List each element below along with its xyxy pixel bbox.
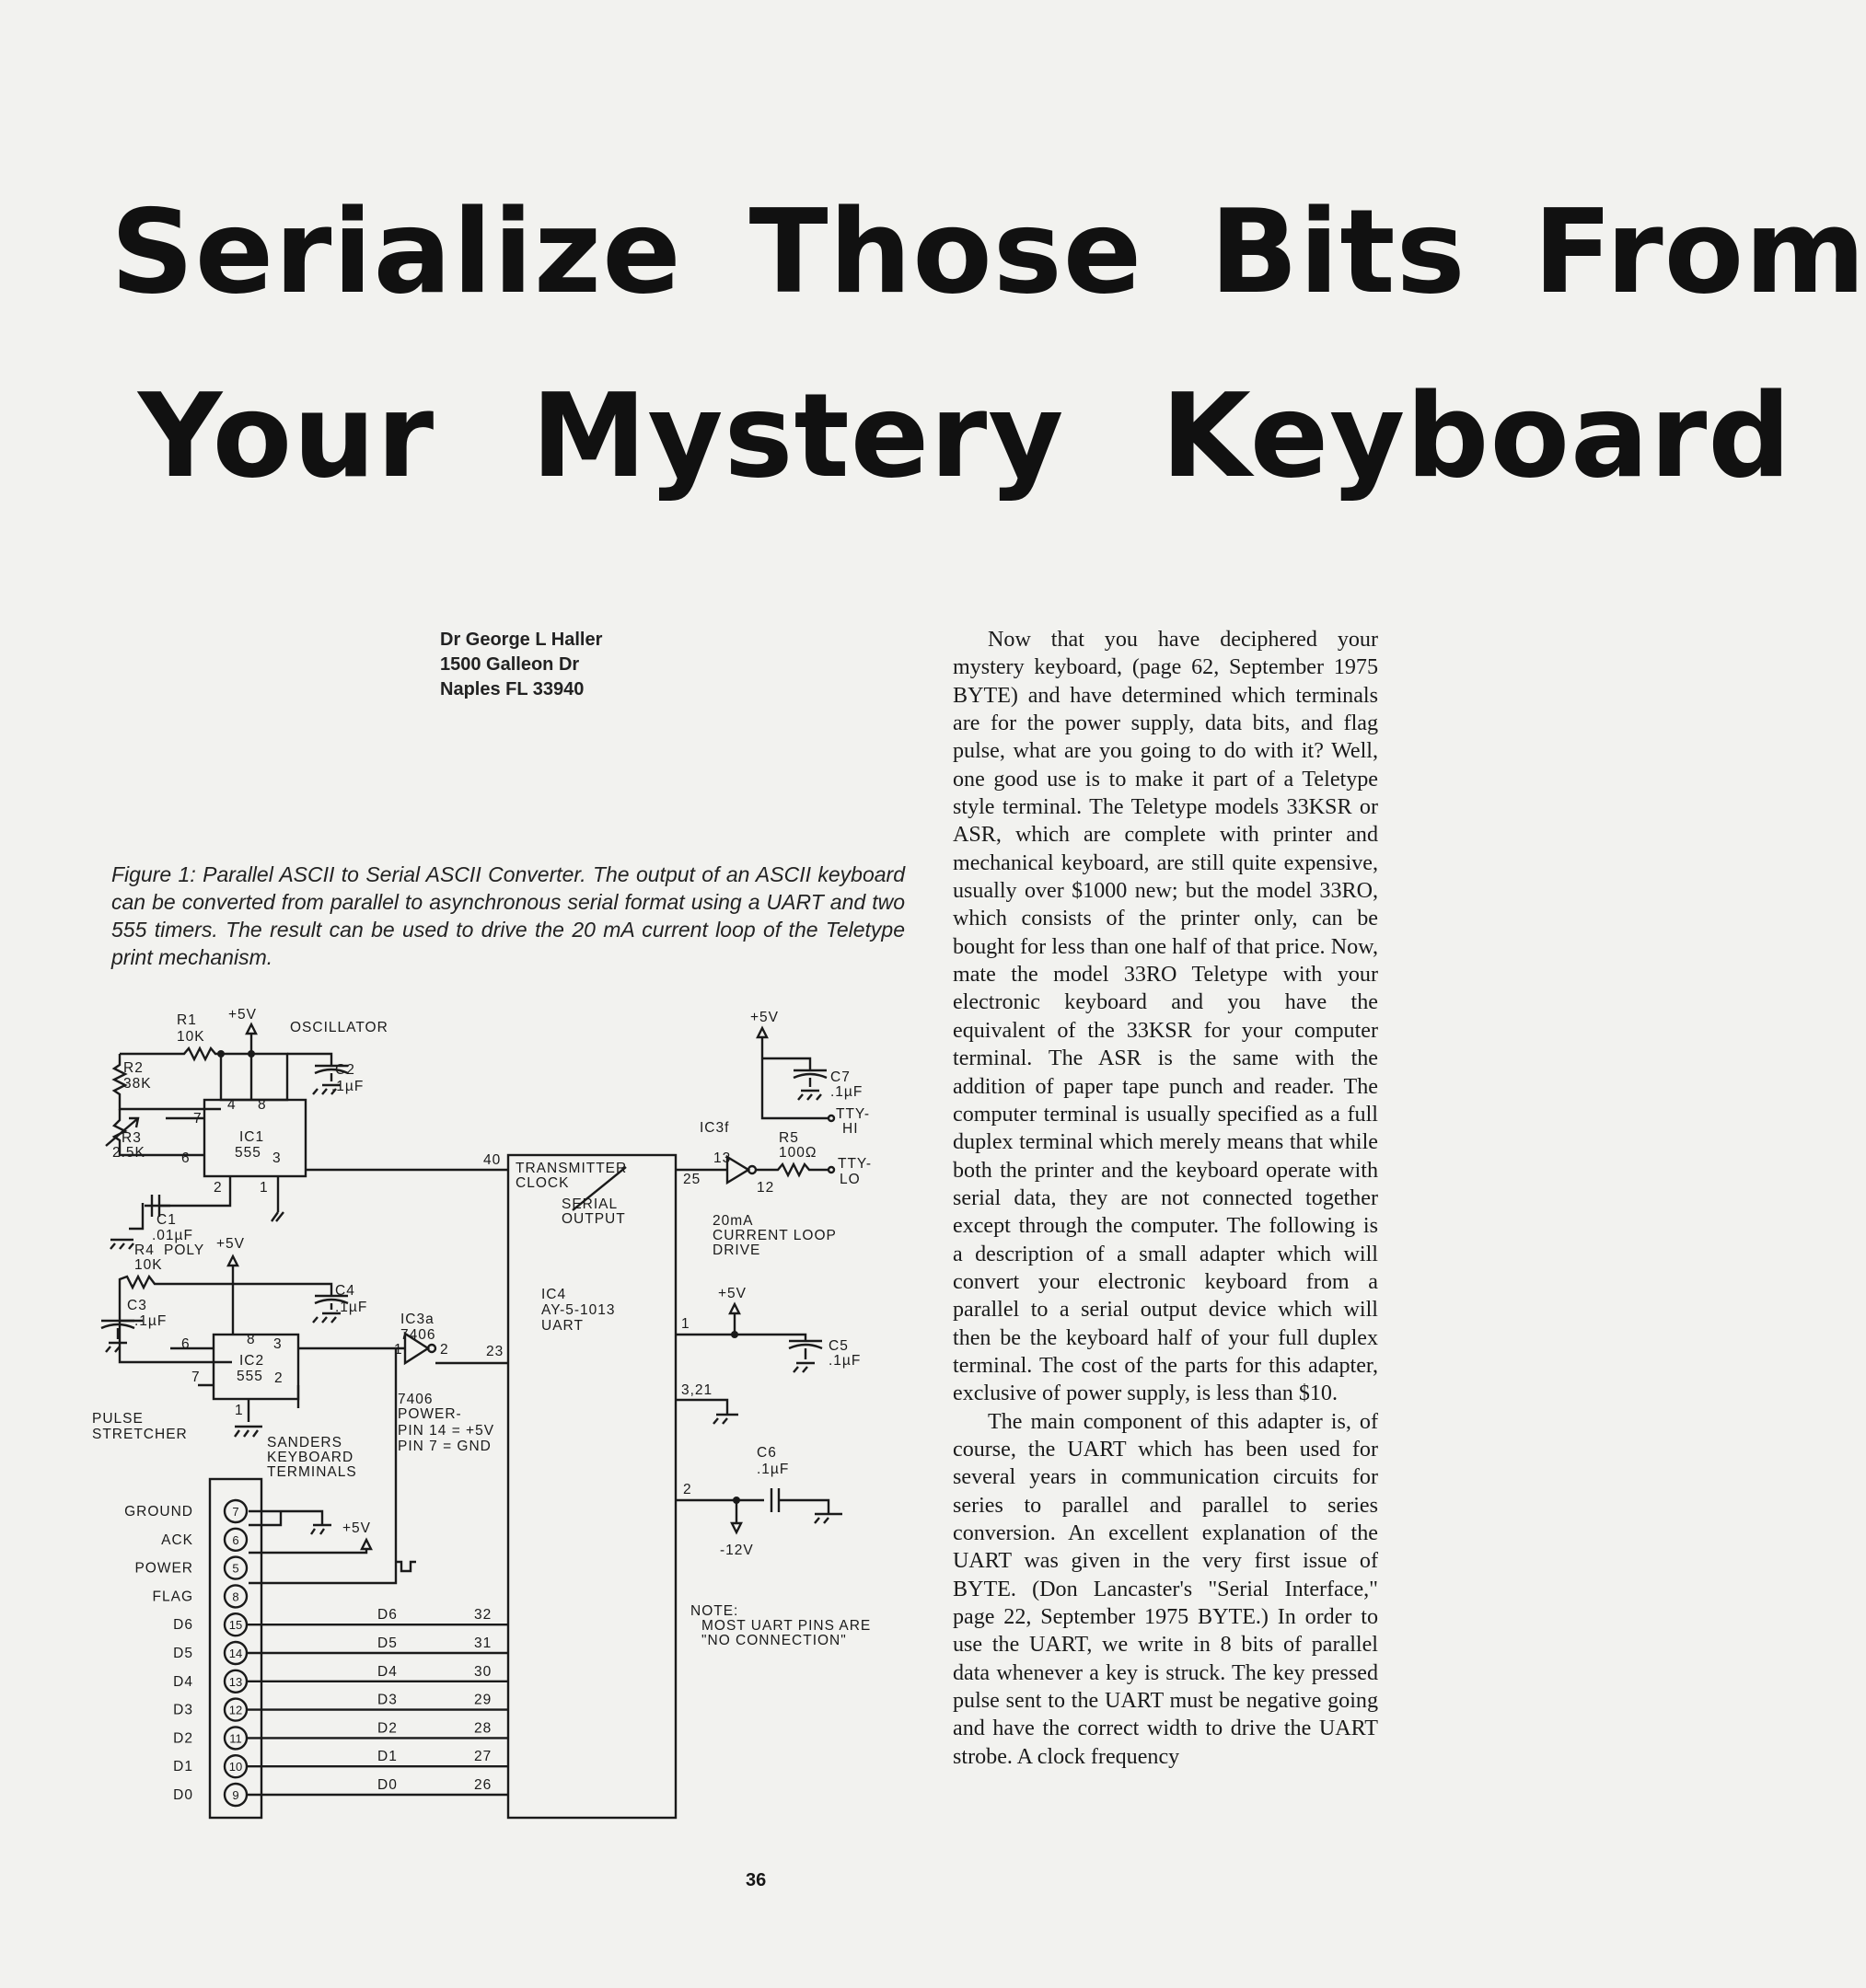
label-note-3: "NO CONNECTION"	[701, 1633, 847, 1648]
data-line-pin: 26	[474, 1777, 493, 1793]
label-sanders-keyboard: KEYBOARD	[267, 1450, 354, 1465]
terminal-pin-number: 15	[228, 1618, 243, 1633]
pin-label: 1	[235, 1403, 244, 1418]
terminal-group	[124, 1500, 247, 1806]
resistor-r3	[106, 1109, 204, 1155]
junction	[248, 1050, 255, 1058]
label-output: OUTPUT	[562, 1211, 626, 1227]
label-c2-val: .1µF	[331, 1079, 365, 1094]
pin-label: 12	[757, 1180, 775, 1196]
label-loop-2: CURRENT LOOP	[713, 1228, 837, 1243]
data-line-pin: 30	[474, 1663, 493, 1680]
pin-label: 1	[681, 1316, 690, 1332]
pin-label: 6	[181, 1336, 191, 1352]
data-line-pin: 29	[474, 1692, 493, 1708]
data-line-label: D0	[377, 1777, 398, 1793]
tty-hi-terminal	[829, 1115, 834, 1121]
capacitor-c5	[789, 1341, 822, 1372]
ground-symbol	[235, 1427, 262, 1437]
data-line-pin: 28	[474, 1720, 493, 1737]
wire	[676, 1488, 842, 1523]
label-serial: SERIAL	[562, 1196, 619, 1212]
capacitor-c1	[129, 1195, 284, 1229]
label-c5-val: .1µF	[829, 1353, 862, 1369]
label-plus5v-tty: +5V	[750, 1010, 780, 1025]
pin-label: 8	[247, 1332, 256, 1347]
label-c3-val: .1µF	[134, 1313, 168, 1329]
label-note-2: MOST UART PINS ARE	[701, 1618, 872, 1634]
data-line-label: D4	[377, 1663, 398, 1680]
terminal-pin-number: 11	[229, 1731, 242, 1746]
wire	[233, 1284, 331, 1296]
body-paragraph: The main component of this adapter is, of course, the UART which has been used for several years in communication circuits for series to parallel and parallel to series conversion. An excellent explanation of the UART was given in the very first issue of BYTE. (Don Lancaster's "Serial Interface," page 22, September 1975 BYTE.) In order to use the UART, we write in 8 bits of parallel data whenever a key is struck. The key pressed pulse sent to the UART must be negative going and have the correct width to drive the UART strobe. A clock frequency	[953, 1409, 1378, 1769]
pin-label: 3	[272, 1150, 282, 1166]
label-c2: C2	[335, 1062, 355, 1078]
pin-label: 4	[227, 1097, 237, 1113]
data-line-pin: 31	[474, 1635, 493, 1651]
wire	[170, 1348, 405, 1422]
pin-label: 25	[683, 1172, 701, 1187]
label-poly: POLY	[164, 1242, 205, 1258]
label-tty-lo-2: LO	[840, 1172, 861, 1187]
pin-label: 3,21	[681, 1382, 713, 1398]
label-c5: C5	[829, 1338, 849, 1354]
wire	[287, 1054, 331, 1066]
data-line-label: D6	[377, 1607, 398, 1624]
label-oscillator: OSCILLATOR	[290, 1020, 388, 1035]
label-loop-1: 20mA	[713, 1213, 754, 1229]
circuit-schematic	[92, 999, 911, 1827]
resistor-r1	[120, 1048, 251, 1059]
label-ic3a-type: 7406	[400, 1327, 436, 1343]
terminal-pin-number: 12	[228, 1703, 243, 1717]
tty-lo-terminal	[829, 1167, 834, 1173]
author-block	[440, 628, 602, 702]
pin-label: 1	[260, 1180, 269, 1196]
terminal-pin-number: 8	[232, 1589, 239, 1604]
label-ic4: IC4	[541, 1287, 567, 1302]
label-clock: CLOCK	[516, 1175, 570, 1191]
pin-label: 23	[486, 1344, 504, 1359]
label-uart: UART	[541, 1318, 584, 1334]
terminal-pin-number: 14	[228, 1647, 243, 1660]
terminal-pin-number: 9	[232, 1788, 239, 1802]
title-line-2: Your Mystery Keyboard	[138, 368, 1792, 503]
data-line-pin: 27	[474, 1749, 493, 1765]
vcc-arrow	[228, 1256, 238, 1284]
pin-label: 6	[181, 1150, 191, 1166]
terminal-label: D5	[173, 1646, 193, 1661]
author-name: Dr George L Haller	[440, 630, 603, 650]
label-plus5v-kb: +5V	[342, 1520, 372, 1536]
terminal-label: D1	[173, 1759, 193, 1775]
label-r4-val: 10K	[134, 1257, 163, 1273]
pin-label: 2	[214, 1180, 223, 1196]
label-ic3a: IC3a	[400, 1312, 435, 1327]
label-ic1: IC1	[239, 1129, 265, 1145]
article-body	[953, 626, 1378, 1771]
label-c1: C1	[156, 1212, 177, 1228]
pulse-symbol	[396, 1562, 416, 1571]
label-r5-val: 100Ω	[779, 1145, 817, 1161]
label-tty-hi: TTY-	[836, 1106, 871, 1122]
capacitor-c3	[101, 1321, 134, 1352]
terminal-label: D6	[173, 1617, 193, 1634]
terminal-pin-number: 6	[232, 1532, 239, 1547]
label-c4: C4	[335, 1283, 355, 1299]
data-line-label: D3	[377, 1692, 398, 1708]
pin-label: 3	[273, 1336, 283, 1352]
author-city: Naples FL 33940	[440, 679, 585, 699]
pin-label: 8	[258, 1097, 267, 1113]
label-power-note: 7406	[398, 1392, 434, 1407]
pin-label: 2	[683, 1482, 692, 1497]
data-line-label: D1	[377, 1749, 398, 1765]
label-power-note-4: PIN 7 = GND	[398, 1439, 492, 1454]
pin-label: 7	[191, 1370, 201, 1385]
label-pulse-stretcher-2: STRETCHER	[92, 1427, 188, 1442]
label-transmitter: TRANSMITTER	[516, 1161, 628, 1176]
label-pulse-stretcher: PULSE	[92, 1411, 144, 1427]
vcc-arrow	[676, 1304, 806, 1341]
terminal-pin-number: 13	[228, 1674, 243, 1689]
resistor-r5	[756, 1164, 829, 1175]
data-line-label: D5	[377, 1635, 398, 1651]
label-c6-val: .1µF	[757, 1462, 790, 1477]
terminal-label: POWER	[134, 1560, 193, 1577]
data-line-pin: 32	[474, 1607, 493, 1624]
terminal-label: D0	[173, 1787, 193, 1803]
body-paragraph: Now that you have deciphered your mystery keyboard, (page 62, September 1975 BYTE) and have determined which terminals are for the power supply, data bits, and flag pulse, what are you going to do with it? Well, one good use is to make it part of a Teletype style terminal. The Teletype models 33KSR or ASR, which are complete with printer and mechanical keyboard, are still quite expensive, usually over $1000 new; but the model 33RO, which consists of the printer only, can be bought for less than one half of that price. Now, mate the model 33RO Teletype with your electronic keyboard and you have the equivalent of the 33KSR for your computer terminal. The ASR is the same with the addition of paper tape punch and reader. The computer terminal is usually specified as a full duplex terminal which merely means that while both the printer and the keyboard operate with serial data, they are not connected together except through the computer. The following is a description of a small adapter which will convert your electronic keyboard from a parallel to a serial output device which will then be the keyboard half of your full duplex terminal. The cost of the parts for this adapter, exclusive of power supply, is less than $10.	[953, 628, 1378, 1406]
label-r2-val: 38K	[123, 1076, 152, 1092]
label-tty-hi-2: HI	[842, 1121, 859, 1137]
label-ic4-type: AY-5-1013	[541, 1302, 616, 1318]
label-ic3f: IC3f	[700, 1120, 730, 1136]
pin-label: 1	[394, 1342, 403, 1358]
junction	[731, 1331, 738, 1338]
ic4-uart	[508, 1155, 676, 1818]
label-note: NOTE:	[690, 1603, 739, 1619]
label-plus5v-uart: +5V	[718, 1286, 748, 1301]
label-sanders: SANDERS	[267, 1435, 342, 1451]
terminal-label: ACK	[161, 1531, 193, 1548]
label-c1-val: .01µF	[152, 1228, 193, 1243]
pin-label: 40	[483, 1152, 502, 1168]
pin-label: 13	[713, 1150, 732, 1166]
capacitor-c7	[794, 1070, 827, 1100]
label-c7: C7	[830, 1069, 851, 1085]
label-r1: R1	[177, 1012, 197, 1028]
pin-label: 2	[274, 1370, 284, 1386]
label-power-note-3: PIN 14 = +5V	[398, 1423, 495, 1439]
label-power-note-2: POWER-	[398, 1406, 462, 1422]
label-sanders-terminals: TERMINALS	[267, 1464, 357, 1480]
label-r5: R5	[779, 1130, 799, 1146]
terminal-pin-number: 10	[228, 1760, 243, 1774]
junction	[217, 1050, 225, 1058]
label-c4-val: .1µF	[335, 1300, 368, 1315]
terminal-label: GROUND	[124, 1504, 193, 1520]
pin-label: 7	[193, 1111, 203, 1127]
label-r2: R2	[123, 1060, 144, 1076]
terminal-pin-number: 5	[232, 1561, 239, 1576]
title-line-1: Serialize Those Bits From	[110, 184, 1866, 319]
wire	[732, 1500, 741, 1532]
label-tty-lo: TTY-	[838, 1156, 873, 1172]
label-ic1-type: 555	[235, 1145, 261, 1161]
label-loop-3: DRIVE	[713, 1242, 761, 1258]
terminal-label: D2	[173, 1730, 193, 1747]
label-ic2: IC2	[239, 1353, 265, 1369]
label-minus12v: -12V	[720, 1543, 754, 1558]
wire	[221, 1054, 287, 1100]
figure-caption: Figure 1: Parallel ASCII to Serial ASCII Converter. The output of an ASCII keyboard can be converted from parallel to asynchronous serial format using a UART and two 555 timers. The result can be used to drive the 20 mA current loop of the Teletype print mechanism.	[111, 862, 905, 969]
label-ic2-type: 555	[237, 1369, 263, 1384]
label-r3: R3	[122, 1130, 142, 1146]
author-street: 1500 Galleon Dr	[440, 654, 580, 675]
terminal-label: FLAG	[152, 1589, 193, 1605]
label-r4: R4	[134, 1242, 155, 1258]
terminal-pin-number: 7	[232, 1505, 239, 1519]
terminal-label: D4	[173, 1673, 193, 1690]
label-r1-val: 10K	[177, 1029, 205, 1045]
wire	[676, 1400, 738, 1424]
label-c6: C6	[757, 1445, 777, 1461]
junction	[733, 1497, 740, 1504]
data-line-label: D2	[377, 1720, 398, 1737]
data-line-group	[247, 1607, 508, 1795]
ground-symbol	[110, 1240, 133, 1249]
label-c3: C3	[127, 1298, 147, 1313]
label-plus5v-ic2: +5V	[216, 1236, 246, 1252]
label-c7-val: .1µF	[830, 1084, 863, 1100]
label-r3-val: 2.5K	[112, 1145, 145, 1161]
terminal-label: D3	[173, 1702, 193, 1718]
vcc-arrow	[247, 1024, 256, 1054]
vcc-arrow	[758, 1028, 829, 1118]
pin-label: 2	[440, 1342, 449, 1358]
page-number: 36	[746, 1870, 767, 1890]
label-plus5v-osc: +5V	[228, 1007, 258, 1023]
